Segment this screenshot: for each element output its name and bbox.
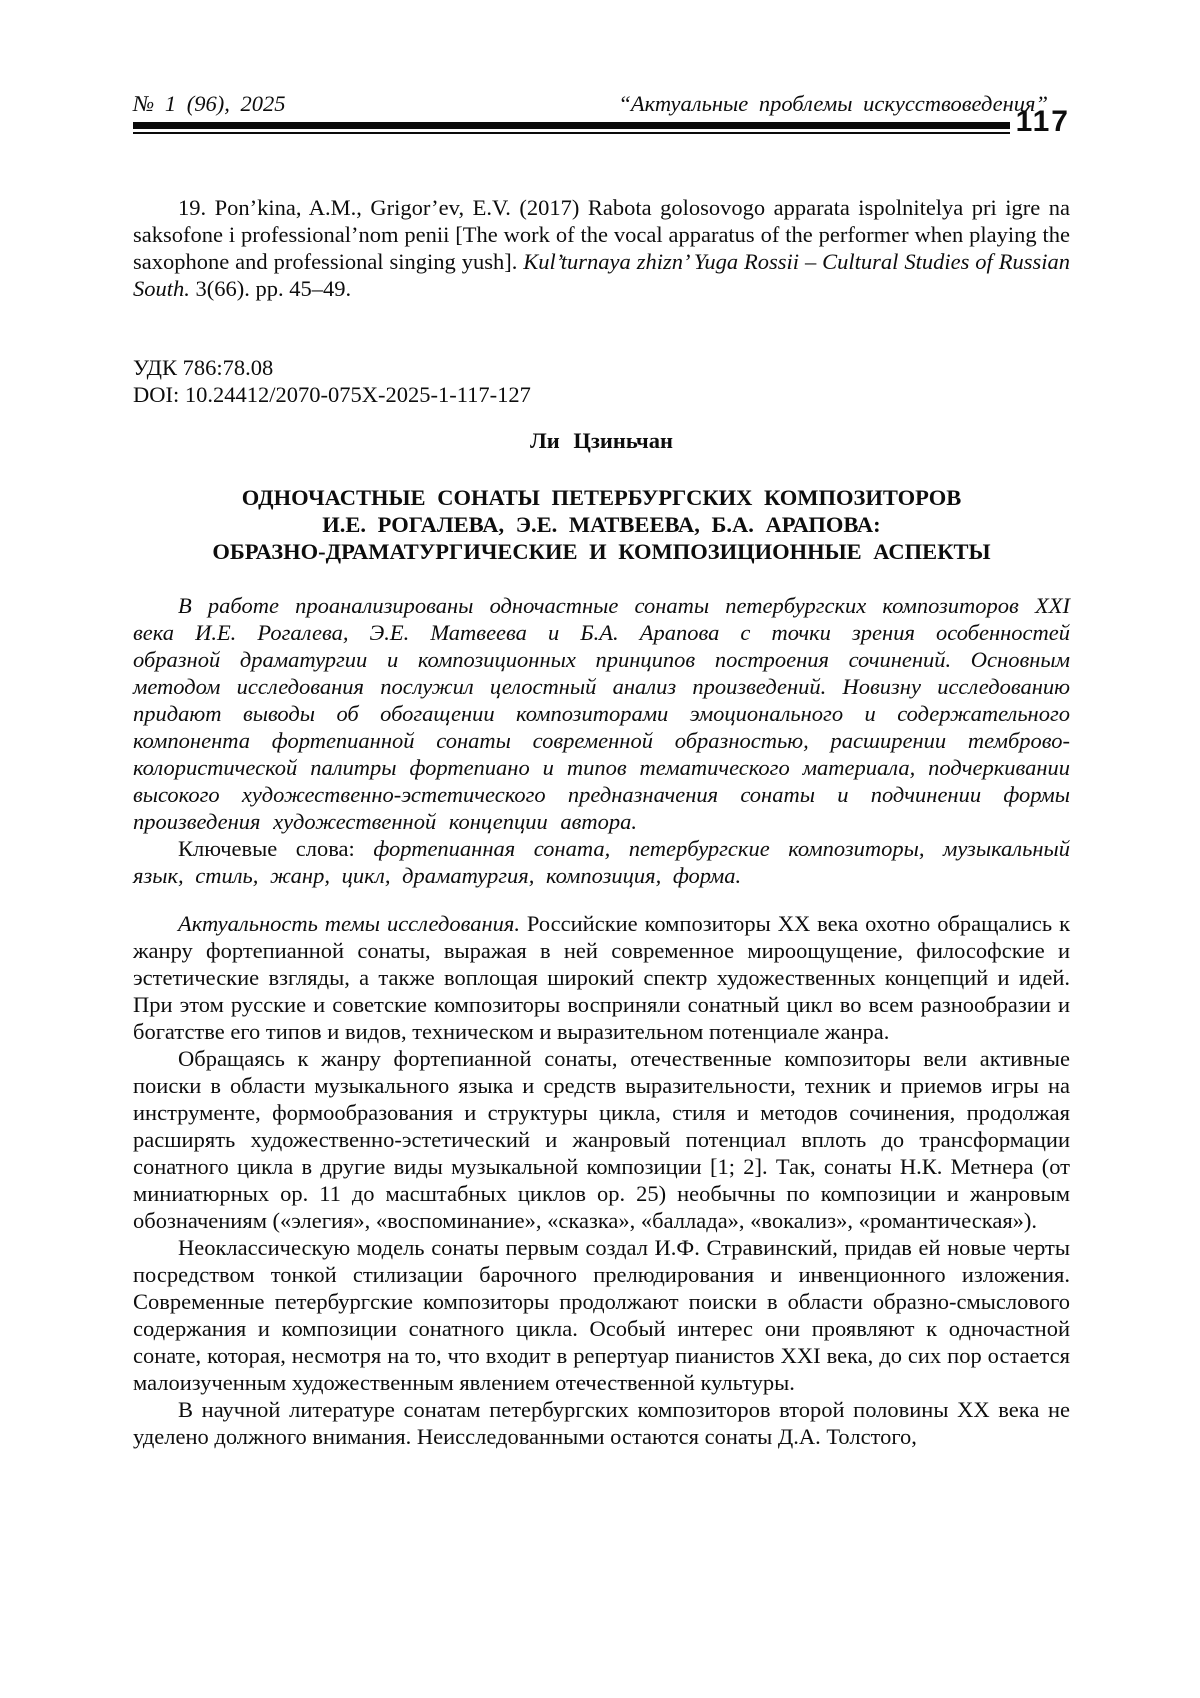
reference-text-end: 3(66). pp. 45–49. (189, 276, 352, 301)
author-name: Ли Цзиньчан (530, 428, 673, 453)
page-number: 117 (1015, 105, 1070, 138)
body-paragraph-4: В научной литературе сонатам петербургских композиторов второй половины XX века не уделено должного внимания. Неисследованными остаются сонаты Д.А. Толстого, (133, 1397, 1070, 1449)
running-header (133, 90, 1070, 117)
header-rule-thin-line (133, 132, 1010, 134)
header-rule-thick-line (133, 122, 1010, 129)
body-paragraph-2: Обращаясь к жанру фортепианной сонаты, отечественные композиторы вели активные поиски в области музыкального языка и средств выразительности, техник и приемов игры на инструменте, формообразования и структуры цикла, стиля и методов сочинения, продолжая расширять художественно-эстетический и жанровый потенциал вплоть до трансформации сонатного цикла в другие виды музыкальной композиции [1; 2]. Так, сонаты Н.К. Метнера (от миниатюрных ор. 11 до масштабных циклов ор. 25) необычны по композиции и жанровым обозначениям («элегия», «воспоминание», «сказка», «баллада», «вокализ», «романтическая»). (133, 1046, 1070, 1233)
article-meta (133, 354, 1070, 408)
reference-text-start: 19. Pon’kina, A.M., Grigor’ev, E.V. (2017) Rabota golosovogo apparata ispolnitelya pri igre na saksofone i professional’nom penii [The work of the vocal apparatus of the performer when playing the saxophone and professional singing yush]. (133, 195, 1070, 274)
keywords-list: фортепианная соната, петербургские композиторы, музыкальный язык, стиль, жанр, цикл, драматургия, композиция, форма. (133, 836, 1070, 888)
article-title-line-2: И.Е. РОГАЛЕВА, Э.Е. МАТВЕЕВА, Б.А. АРАПОВА: (322, 512, 881, 537)
doi-code: DOI: 10.24412/2070-075X-2025-1-117-127 (133, 382, 531, 407)
article-title-line-3: ОБРАЗНО-ДРАМАТУРГИЧЕСКИЕ И КОМПОЗИЦИОННЫЕ АСПЕКТЫ (212, 539, 991, 564)
header-rule (133, 122, 1010, 134)
article-title (133, 484, 1070, 565)
paragraph-1-lead-italic: Актуальность темы исследования. (178, 911, 520, 936)
udk-code: УДК 786:78.08 (133, 355, 274, 380)
reference-entry (133, 194, 1070, 302)
journal-title: “Актуальные проблемы искусствоведения” (618, 91, 1048, 116)
keywords-label: Ключевые слова: (178, 836, 355, 861)
body-paragraph-3: Неоклассическую модель сонаты первым создал И.Ф. Стравинский, придав ей новые черты посредством тонкой стилизации барочного прелюдирования и инвенционного изложения. Современные петербургские композиторы продолжают поиски в области образно-смыслового содержания и композиции сонатного цикла. Особый интерес они проявляют к одночастной сонате, которая, несмотря на то, что входит в репертуар пианистов XXI века, до сих пор остается малоизученным художественным явлением отечественной культуры. (133, 1235, 1070, 1395)
article-title-line-1: ОДНОЧАСТНЫЕ СОНАТЫ ПЕТЕРБУРГСКИХ КОМПОЗИТОРОВ (241, 485, 962, 510)
paragraph-1-text: Российские композиторы XX века охотно обращались к жанру фортепианной сонаты, выражая в ней современное мироощущение, философские и эстетические взгляды, а также воплощая широкий спектр художественных концепций и идей. При этом русские и советские композиторы восприняли сонатный цикл во всем разнообразии и богатстве его типов и видов, техническом и выразительном потенциале жанра. (133, 911, 1071, 1044)
keywords-paragraph (133, 835, 1070, 889)
reference-source-italic: Kul’turnaya zhizn’ Yuga Rossii – Cultural Studies of Russian South. (133, 249, 1070, 301)
body-paragraph-1 (133, 910, 1070, 1045)
issue-number: № 1 (96), 2025 (133, 91, 286, 116)
article-abstract: В работе проанализированы одночастные сонаты петербургских композиторов XXI века И.Е. Рогалева, Э.Е. Матвеева и Б.А. Арапова с точки зрения особенностей образной драматургии и композиционных принципов построения сочинений. Основным методом исследования послужил целостный анализ произведений. Новизну исследованию придают выводы об обогащении композиторами эмоционального и содержательного компонента фортепианной сонаты современной образностью, расширении темброво-колористической палитры фортепиано и типов тематического материала, подчеркивании высокого художественно-эстетического предназначения сонаты и подчинении формы произведения художественной концепции автора. (133, 593, 1070, 834)
